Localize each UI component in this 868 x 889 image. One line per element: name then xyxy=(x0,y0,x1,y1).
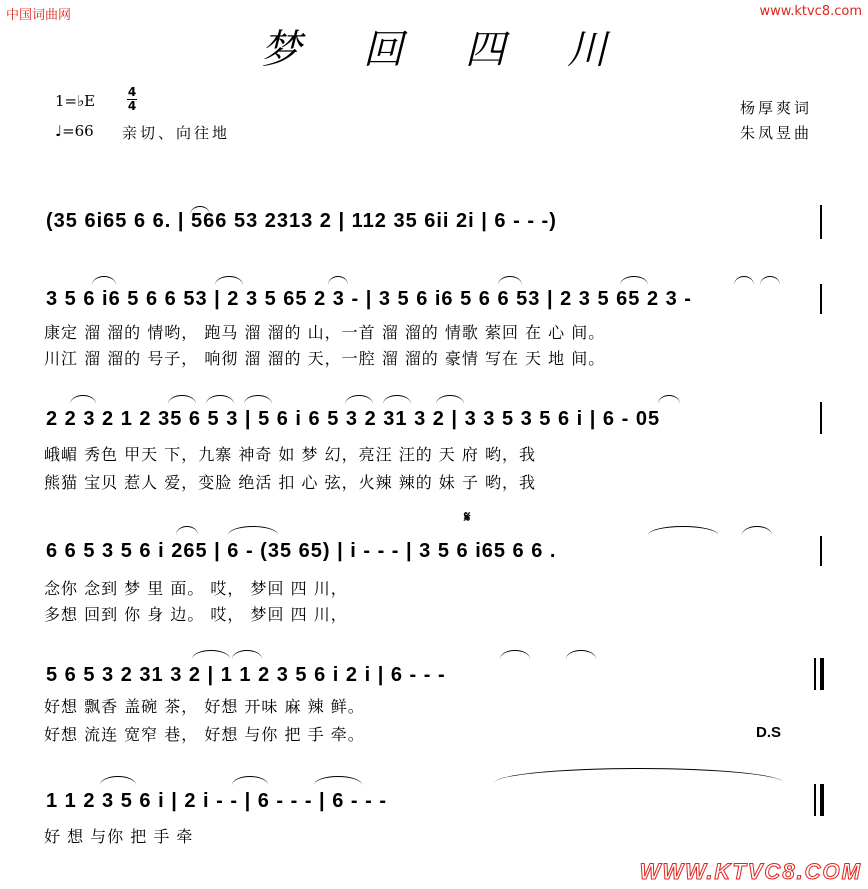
system-1-notes: (35 6i65 6 6. | 566 53 2313 2 | 112 35 6ii 2i | 6 - - -) xyxy=(46,210,557,232)
slur xyxy=(498,276,522,285)
key-signature: 1=♭E xyxy=(55,92,96,110)
slur xyxy=(648,526,718,535)
slur xyxy=(92,276,116,285)
slur xyxy=(232,776,268,785)
tie xyxy=(494,768,784,783)
final-barline xyxy=(820,784,824,816)
slur xyxy=(232,650,262,659)
time-signature-top: 4 xyxy=(127,85,137,99)
slur xyxy=(228,526,278,535)
segno-icon: 𝄋 xyxy=(464,508,471,526)
slur xyxy=(314,776,362,785)
barline xyxy=(820,536,822,566)
barline xyxy=(814,658,816,690)
system-3-lyrics-verse-2: 熊猫 宝贝 惹人 爱，变脸 绝活 扣 心 弦，火辣 辣的 妹 子 哟，我 xyxy=(44,473,536,492)
composer-credit: 朱凤昱曲 xyxy=(740,124,813,142)
slur xyxy=(206,395,234,404)
slur xyxy=(345,395,373,404)
barline xyxy=(820,205,822,239)
dal-segno-marking: D.S xyxy=(756,724,782,741)
slur xyxy=(436,395,464,404)
slur xyxy=(100,776,136,785)
system-2-notes: 3 5 6 i6 5 6 6 53 | 2 3 5 65 2 3 - | 3 5 6 i6 5 6 6 53 | 2 3 5 65 2 3 - xyxy=(46,288,692,310)
slur xyxy=(620,276,648,285)
slur xyxy=(566,650,596,659)
site-watermark-top-right: www.ktvc8.com xyxy=(759,4,862,19)
barline xyxy=(820,402,822,434)
system-6-notes: 1 1 2 3 5 6 i | 2 i - - | 6 - - - | 6 - - - xyxy=(46,790,387,812)
system-2-lyrics-verse-2: 川江 溜 溜的 号子， 响彻 溜 溜的 天，一腔 溜 溜的 豪情 写在 天 地 间。 xyxy=(44,349,606,368)
system-3-notes: 2 2 3 2 1 2 35 6 5 3 | 5 6 i 6 5 3 2 31 3 2 | 3 3 5 3 5 6 i | 6 - 05 xyxy=(46,408,661,430)
slur xyxy=(760,276,780,285)
slur xyxy=(734,276,754,285)
slur xyxy=(70,395,96,404)
system-5-lyrics-verse-2: 好想 流连 宽窄 巷， 好想 与你 把 手 牵。 xyxy=(44,725,365,744)
system-4-lyrics-verse-1: 念你 念到 梦 里 面。 哎， 梦回 四 川， xyxy=(44,579,348,598)
time-signature-bottom: 4 xyxy=(127,99,137,113)
system-6-lyrics: 好 想 与你 把 手 牵 xyxy=(44,827,194,846)
tempo-marking: ♩=66 xyxy=(55,122,94,140)
slur xyxy=(500,650,530,659)
barline xyxy=(814,784,816,816)
system-3-lyrics-verse-1: 峨嵋 秀色 甲天 下，九寨 神奇 如 梦 幻，亮汪 汪的 天 府 哟，我 xyxy=(44,445,536,464)
site-watermark-top-left: 中国词曲网 xyxy=(6,8,72,23)
song-title: 梦回四川 xyxy=(261,27,669,73)
slur xyxy=(168,395,196,404)
slur xyxy=(742,526,772,535)
expression-marking: 亲切、向往地 xyxy=(122,124,231,142)
barline xyxy=(820,284,822,314)
lyricist-credit: 杨厚爽词 xyxy=(740,99,813,117)
slur xyxy=(328,276,348,285)
slur xyxy=(658,395,680,404)
repeat-end-barline xyxy=(820,658,824,690)
slur xyxy=(244,395,272,404)
slur xyxy=(215,276,243,285)
slur xyxy=(383,395,411,404)
system-5-lyrics-verse-1: 好想 飘香 盖碗 茶， 好想 开味 麻 辣 鲜。 xyxy=(44,697,365,716)
system-2-lyrics-verse-1: 康定 溜 溜的 情哟， 跑马 溜 溜的 山，一首 溜 溜的 情歌 萦回 在 心 间。 xyxy=(44,323,606,342)
system-5-notes: 5 6 5 3 2 31 3 2 | 1 1 2 3 5 6 i 2 i | 6 - - - xyxy=(46,664,446,686)
system-4-lyrics-verse-2: 多想 回到 你 身 边。 哎， 梦回 四 川， xyxy=(44,605,348,624)
system-4-notes: 6 6 5 3 5 6 i 265 | 6 - (35 65) | i - - - | 3 5 6 i65 6 6 . xyxy=(46,540,557,562)
site-watermark-bottom-right: WWW.KTVC8.COM xyxy=(639,859,862,884)
slur xyxy=(190,206,210,215)
slur xyxy=(192,650,230,659)
slur xyxy=(176,526,198,535)
time-signature xyxy=(127,86,137,113)
